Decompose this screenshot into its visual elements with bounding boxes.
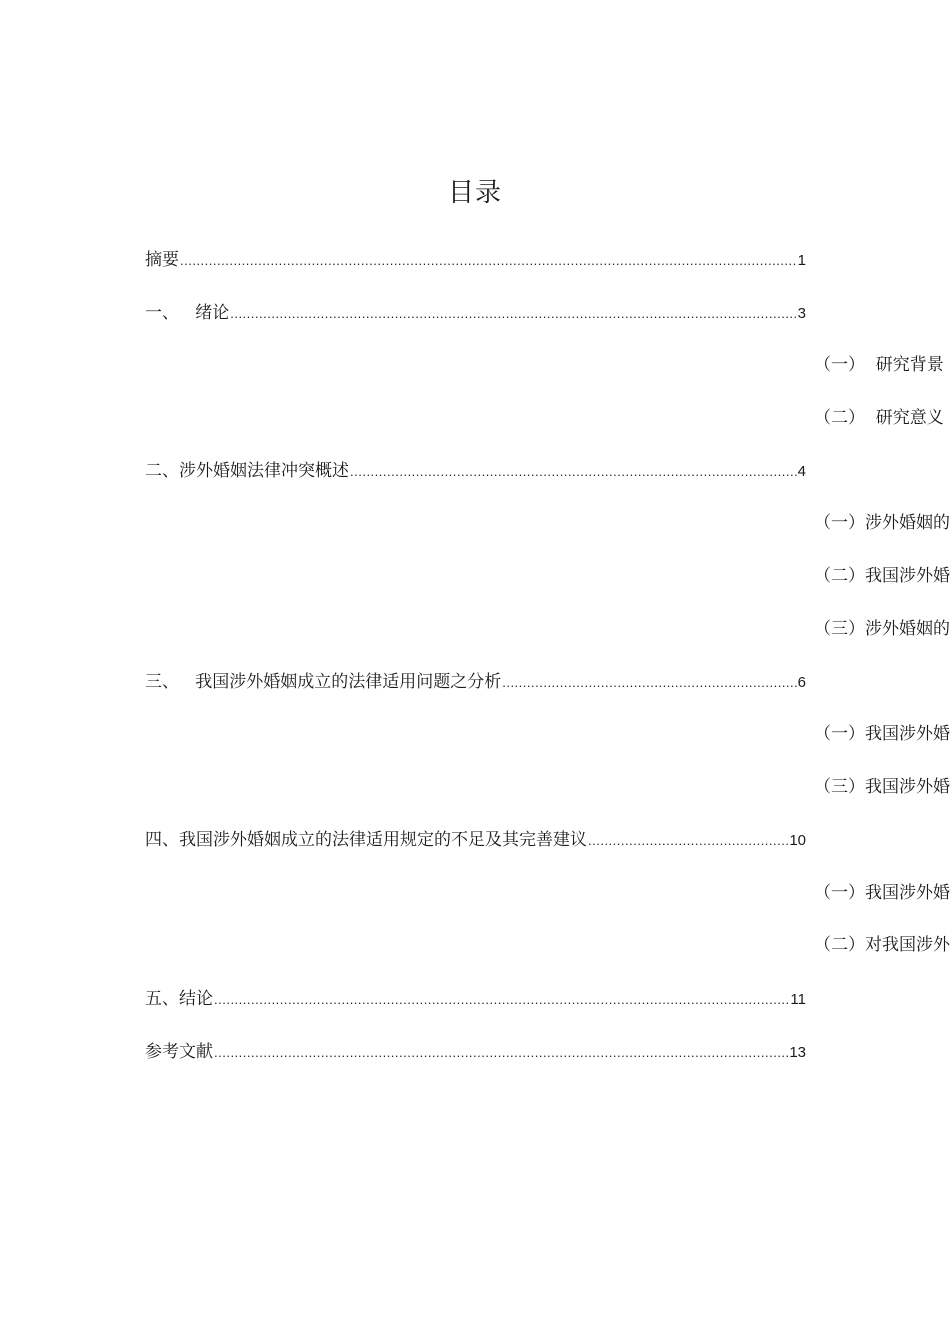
toc-entry-label: 二、涉外婚姻法律冲突概述 [145, 461, 349, 481]
toc-page-number: 13 [789, 1044, 806, 1061]
toc-entry-label: 摘要 [145, 250, 179, 270]
toc-subentry[interactable]: （一）我国涉外婚 [814, 883, 950, 903]
toc-page-number: 11 [790, 991, 806, 1008]
toc-entry-label: 五、结论 [145, 989, 213, 1009]
toc-subentry[interactable]: （三）我国涉外婚 [814, 777, 950, 797]
toc-entry-label: 三、 我国涉外婚姻成立的法律适用问题之分析 [145, 672, 502, 692]
toc-subentry[interactable]: （二） 研究意义 [814, 408, 944, 428]
toc-subentry[interactable]: （二）我国涉外婚 [814, 566, 950, 586]
dot-leader [588, 829, 788, 853]
dot-leader [214, 988, 789, 1012]
dot-leader [214, 1041, 788, 1065]
dot-leader [502, 671, 796, 695]
toc-page-number: 3 [797, 305, 806, 322]
toc-entry[interactable] [145, 670, 806, 695]
toc-subentry[interactable]: （三）涉外婚姻的 [814, 619, 950, 639]
dot-leader [230, 302, 796, 326]
toc-subentry[interactable]: （一）涉外婚姻的 [814, 513, 950, 533]
toc-entry[interactable] [145, 828, 806, 853]
toc-entry[interactable] [145, 1040, 806, 1065]
toc-subentry[interactable]: （二）对我国涉外 [814, 935, 950, 955]
toc-page-number: 1 [797, 252, 806, 269]
toc-page-number: 4 [797, 463, 806, 480]
toc-entry[interactable] [145, 987, 806, 1012]
toc-entry-label: 四、我国涉外婚姻成立的法律适用规定的不足及其完善建议 [145, 830, 587, 850]
toc-subentry[interactable]: （一） 研究背景 [814, 355, 944, 375]
toc-entry-label: 一、 绪论 [145, 303, 230, 323]
toc-entry-label: 参考文献 [145, 1042, 213, 1062]
toc-entry[interactable] [145, 248, 806, 273]
toc-entry[interactable] [145, 459, 806, 484]
toc-entry[interactable] [145, 301, 806, 326]
dot-leader [350, 460, 797, 484]
toc-title: 目录 [447, 178, 502, 208]
toc-page-number: 6 [797, 674, 806, 691]
toc-subentry[interactable]: （一）我国涉外婚 [814, 724, 950, 744]
toc-page-number: 10 [789, 832, 806, 849]
dot-leader [180, 249, 797, 273]
